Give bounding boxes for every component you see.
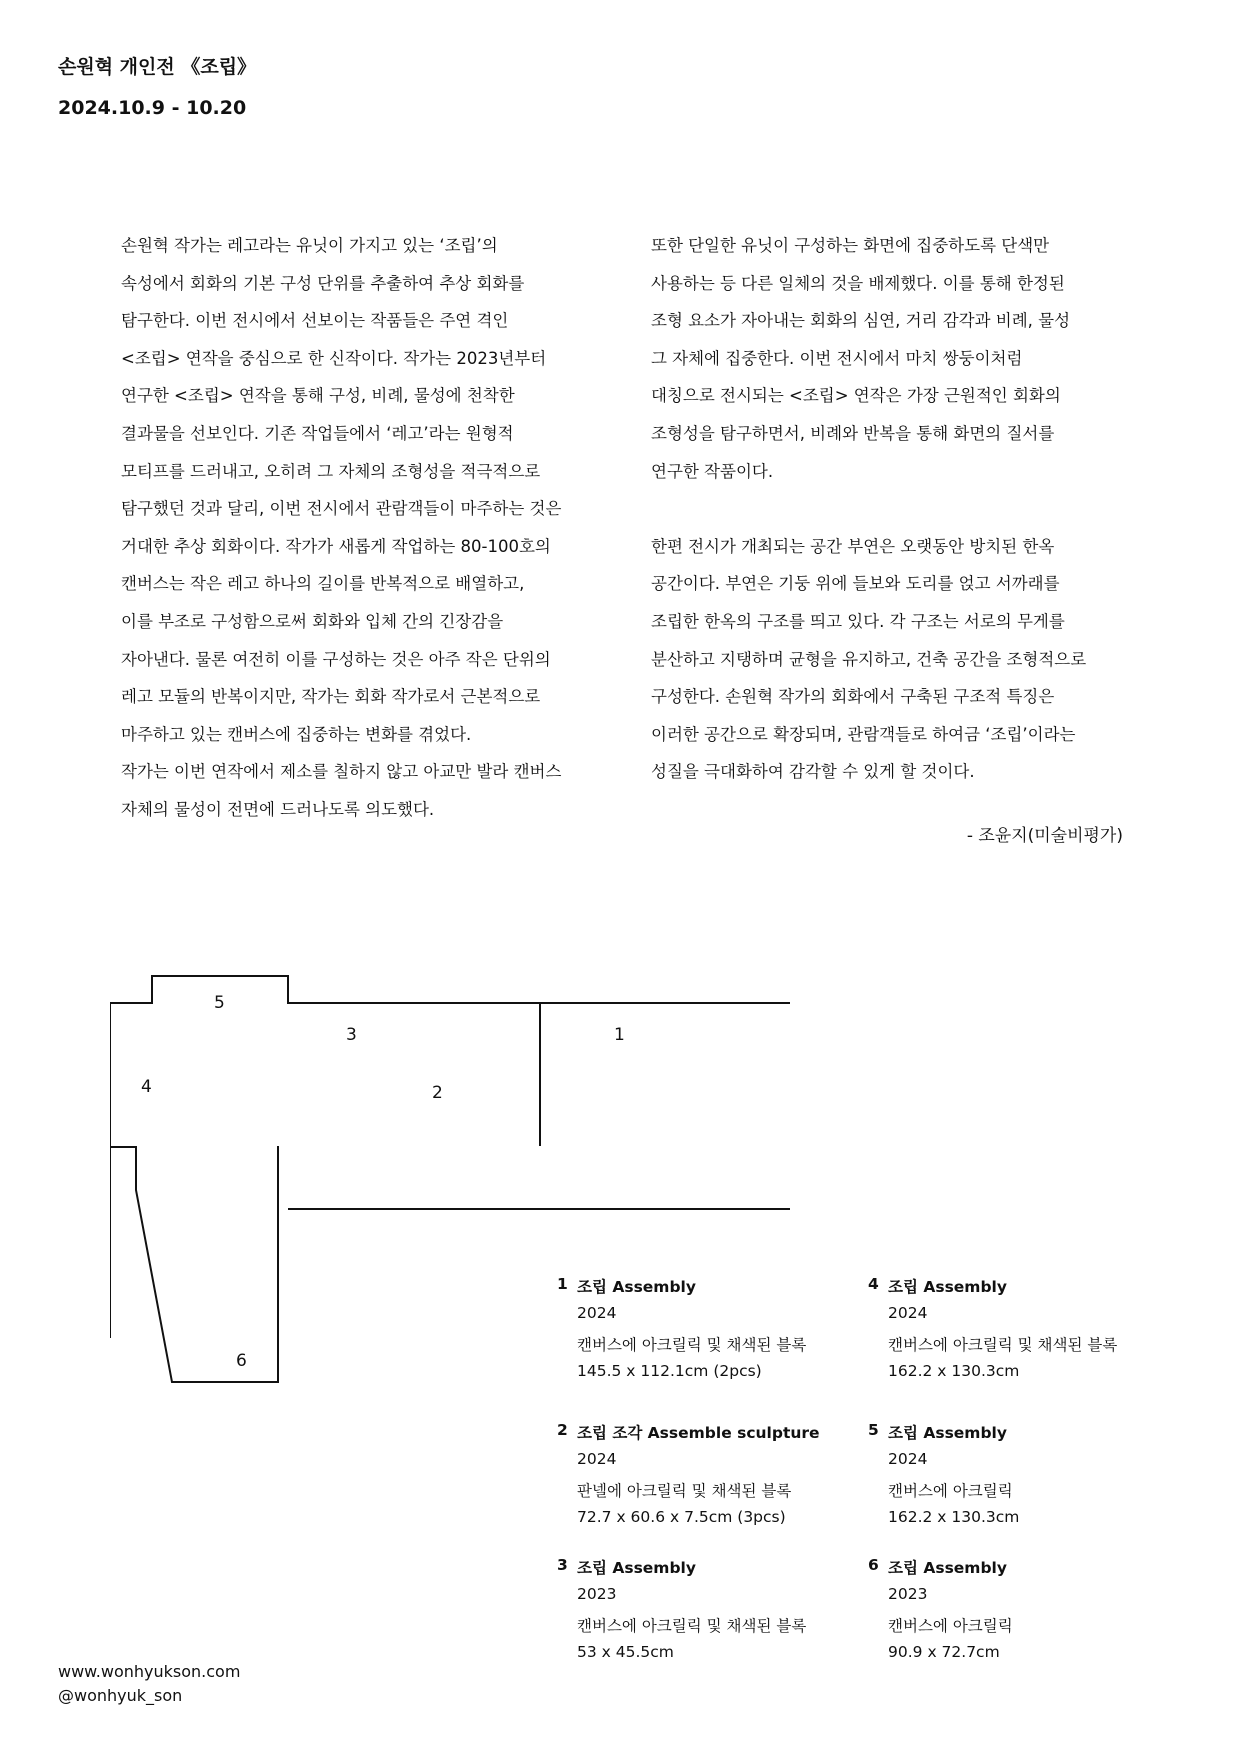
work-size: 162.2 x 130.3cm [888, 1362, 1020, 1380]
essay-line: 마주하고 있는 캔버스에 집중하는 변화를 겪었다. [121, 724, 472, 744]
footer-website[interactable]: www.wonhyukson.com [58, 1662, 241, 1681]
work-size: 145.5 x 112.1cm (2pcs) [577, 1362, 762, 1380]
essay-line: 조형성을 탐구하면서, 비례와 반복을 통해 화면의 질서를 [651, 423, 1055, 443]
essay-line: 그 자체에 집중한다. 이번 전시에서 마치 쌍둥이처럼 [651, 348, 1023, 368]
work-title: 조립 Assembly [888, 1278, 1007, 1296]
exhibition-title: 손원혁 개인전 《조립》 [58, 56, 257, 78]
work-size: 72.7 x 60.6 x 7.5cm (3pcs) [577, 1508, 786, 1526]
essay-line: 조형 요소가 자아내는 회화의 심연, 거리 감각과 비례, 물성 [651, 311, 1071, 331]
room-label-3: 3 [346, 1025, 357, 1045]
essay-right-column [651, 227, 1086, 791]
work-year: 2024 [888, 1304, 928, 1322]
essay-line: 레고 모듈의 반복이지만, 작가는 회화 작가로서 근본적으로 [121, 687, 541, 707]
room-label-5: 5 [214, 993, 225, 1013]
work-title: 조립 조각 Assemble sculpture [577, 1424, 820, 1442]
work-title: 조립 Assembly [888, 1559, 1007, 1577]
essay-author: - 조윤지(미술비평가) [966, 826, 1123, 846]
essay-line: 연구한 <조립> 연작을 통해 구성, 비례, 물성에 천착한 [121, 386, 515, 406]
exhibition-dates: 2024.10.9 - 10.20 [58, 97, 247, 119]
essay-line [651, 490, 1086, 528]
work-size: 53 x 45.5cm [577, 1643, 674, 1661]
room-label-2: 2 [432, 1083, 443, 1103]
essay-line: 거대한 추상 회화이다. 작가가 새롭게 작업하는 80-100호의 [121, 536, 551, 556]
essay-line: 조립한 한옥의 구조를 띄고 있다. 각 구조는 서로의 무게를 [651, 611, 1065, 631]
essay-line: 구성한다. 손원혁 작가의 회화에서 구축된 구조적 특징은 [651, 687, 1055, 707]
essay-line: 분산하고 지탱하며 균형을 유지하고, 건축 공간을 조형적으로 [651, 649, 1087, 669]
essay-line: 캔버스는 작은 레고 하나의 길이를 반복적으로 배열하고, [121, 574, 525, 594]
work-medium: 캔버스에 아크릴릭 및 채색된 블록 [888, 1336, 1118, 1354]
footer-instagram[interactable]: @wonhyuk_son [58, 1686, 183, 1705]
essay-line: 성질을 극대화하여 감각할 수 있게 할 것이다. [651, 762, 975, 782]
essay-line: 탐구했던 것과 달리, 이번 전시에서 관람객들이 마주하는 것은 [121, 499, 562, 519]
work-medium: 캔버스에 아크릴릭 [888, 1482, 1013, 1500]
work-year: 2024 [577, 1450, 617, 1468]
room-label-4: 4 [141, 1077, 152, 1097]
work-year: 2023 [888, 1585, 928, 1603]
essay-line: 대칭으로 전시되는 <조립> 연작은 가장 근원적인 회화의 [651, 386, 1061, 406]
work-num: 3 [557, 1556, 568, 1574]
essay-line: 공간이다. 부연은 기둥 위에 들보와 도리를 얹고 서까래를 [651, 574, 1060, 594]
work-medium: 캔버스에 아크릴릭 및 채색된 블록 [577, 1336, 807, 1354]
essay-line: <조립> 연작을 중심으로 한 신작이다. 작가는 2023년부터 [121, 348, 547, 368]
room-label-6: 6 [236, 1351, 247, 1371]
work-num: 4 [868, 1275, 879, 1293]
work-medium: 캔버스에 아크릴릭 및 채색된 블록 [577, 1617, 807, 1635]
work-title: 조립 Assembly [577, 1559, 696, 1577]
work-medium: 캔버스에 아크릴릭 [888, 1617, 1013, 1635]
essay-line: 자체의 물성이 전면에 드러나도록 의도했다. [121, 799, 435, 819]
essay-line: 한편 전시가 개최되는 공간 부연은 오랫동안 방치된 한옥 [651, 536, 1055, 556]
essay-line: 연구한 작품이다. [651, 461, 774, 481]
essay-line: 모티프를 드러내고, 오히려 그 자체의 조형성을 적극적으로 [121, 461, 541, 481]
floorplan-left-wall [110, 1003, 278, 1382]
essay-line: 탐구한다. 이번 전시에서 선보이는 작품들은 주연 격인 [121, 311, 509, 331]
work-title: 조립 Assembly [888, 1424, 1007, 1442]
work-medium: 판넬에 아크릴릭 및 채색된 블록 [577, 1482, 792, 1500]
room-label-1: 1 [614, 1025, 625, 1045]
essay-left-column [121, 227, 561, 829]
essay-line: 자아낸다. 물론 여전히 이를 구성하는 것은 아주 작은 단위의 [121, 649, 551, 669]
work-year: 2024 [888, 1450, 928, 1468]
essay-line: 결과물을 선보인다. 기존 작업들에서 ‘레고’라는 원형적 [121, 423, 514, 443]
essay-line: 이러한 공간으로 확장되며, 관람객들로 하여금 ‘조립’이라는 [651, 724, 1076, 744]
essay-line: 손원혁 작가는 레고라는 유닛이 가지고 있는 ‘조립’의 [121, 236, 498, 255]
essay-line: 속성에서 회화의 기본 구성 단위를 추출하여 추상 회화를 [121, 273, 525, 293]
essay-line: 또한 단일한 유닛이 구성하는 화면에 집중하도록 단색만 [651, 236, 1050, 255]
work-num: 1 [557, 1275, 568, 1293]
work-num: 2 [557, 1421, 568, 1439]
work-size: 162.2 x 130.3cm [888, 1508, 1020, 1526]
essay-line: 이를 부조로 구성함으로써 회화와 입체 간의 긴장감을 [121, 611, 504, 631]
essay-line: 사용하는 등 다른 일체의 것을 배제했다. 이를 통해 한정된 [651, 273, 1065, 293]
work-num: 5 [868, 1421, 879, 1439]
work-year: 2023 [577, 1585, 617, 1603]
work-size: 90.9 x 72.7cm [888, 1643, 1000, 1661]
essay-line: 작가는 이번 연작에서 제소를 칠하지 않고 아교만 발라 캔버스 [121, 762, 562, 782]
work-year: 2024 [577, 1304, 617, 1322]
work-num: 6 [868, 1556, 879, 1574]
work-title: 조립 Assembly [577, 1278, 696, 1296]
